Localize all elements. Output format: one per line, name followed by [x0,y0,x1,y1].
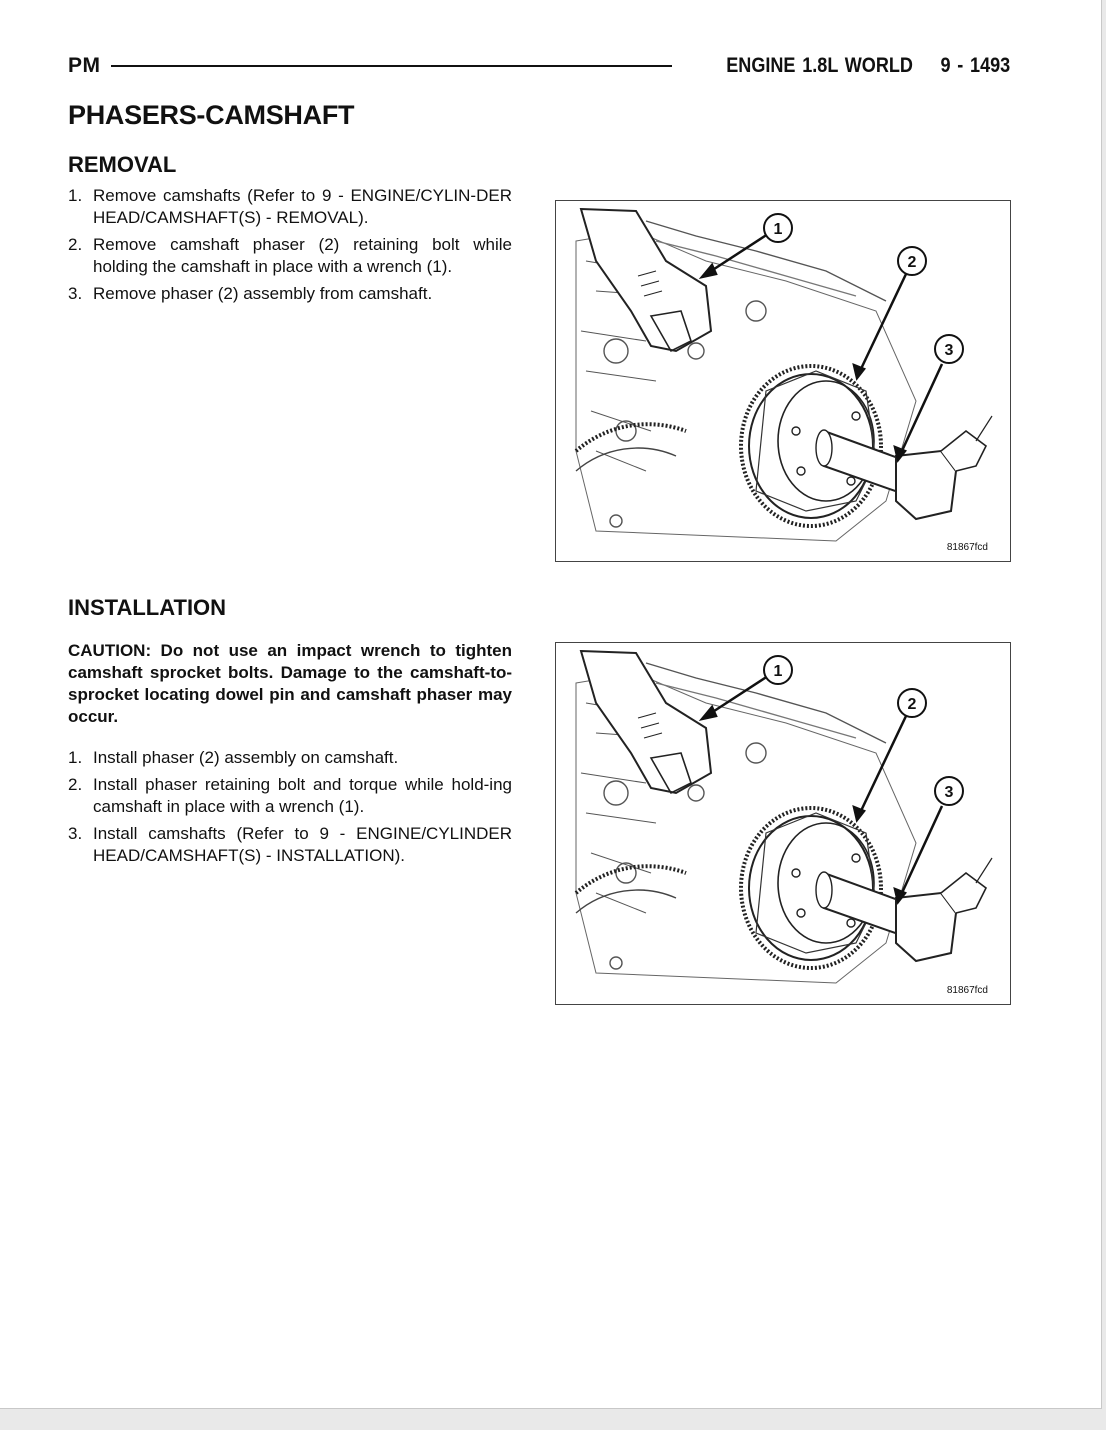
installation-figure [555,642,1011,1005]
removal-step [68,283,512,305]
callout-1: 1 [773,221,783,238]
removal-step [68,185,512,229]
installation-steps [68,747,512,872]
callout-2: 2 [907,254,917,271]
caution-note: CAUTION: Do not use an impact wrench to tighten camshaft sprocket bolts. Damage to the camshaft-to-sprocket locating dowel pin and camshaft phaser may occur. [68,641,512,726]
camshaft-phaser-illustration [556,201,1012,563]
step-number: 1. [68,748,83,767]
step-text: Install phaser (2) assembly on camshaft. [93,748,399,767]
step-number: 2. [68,235,83,254]
step-number: 2. [68,775,83,794]
removal-steps [68,185,512,310]
removal-step [68,234,512,278]
callout-1: 1 [773,663,783,680]
header-page-number: 9 - 1493 [940,54,1010,77]
step-text: Remove camshaft phaser (2) retaining bolt while holding the camshaft in place with a wrench (1). [93,235,512,276]
installation-step [68,774,512,818]
figure-id: 81867fcd [946,542,988,553]
step-text: Install phaser retaining bolt and torque while hold-ing camshaft in place with a wrench (1). [93,775,512,816]
callout-3: 3 [944,784,954,801]
installation-step [68,823,512,867]
page-header [68,54,1010,78]
step-number: 1. [68,186,83,205]
camshaft-phaser-illustration [556,643,1012,1005]
callout-3: 3 [944,342,954,359]
removal-heading: REMOVAL [68,152,177,177]
step-number: 3. [68,824,83,843]
callout-2: 2 [907,696,917,713]
step-number: 3. [68,284,83,303]
header-vehicle-code: PM [68,54,101,77]
installation-step [68,747,512,769]
figure-id: 81867fcd [946,985,988,996]
page-title: PHASERS-CAMSHAFT [68,100,355,130]
removal-figure [555,200,1011,562]
step-text: Remove phaser (2) assembly from camshaft. [93,284,433,303]
step-text: Install camshafts (Refer to 9 - ENGINE/CYLINDER HEAD/CAMSHAFT(S) - INSTALLATION). [93,824,512,865]
header-section [726,54,1010,78]
step-text: Remove camshafts (Refer to 9 - ENGINE/CYLIN-DER HEAD/CAMSHAFT(S) - REMOVAL). [93,186,512,227]
installation-heading: INSTALLATION [68,595,227,620]
header-rule [111,65,672,67]
header-section-title: ENGINE 1.8L WORLD [726,54,913,77]
